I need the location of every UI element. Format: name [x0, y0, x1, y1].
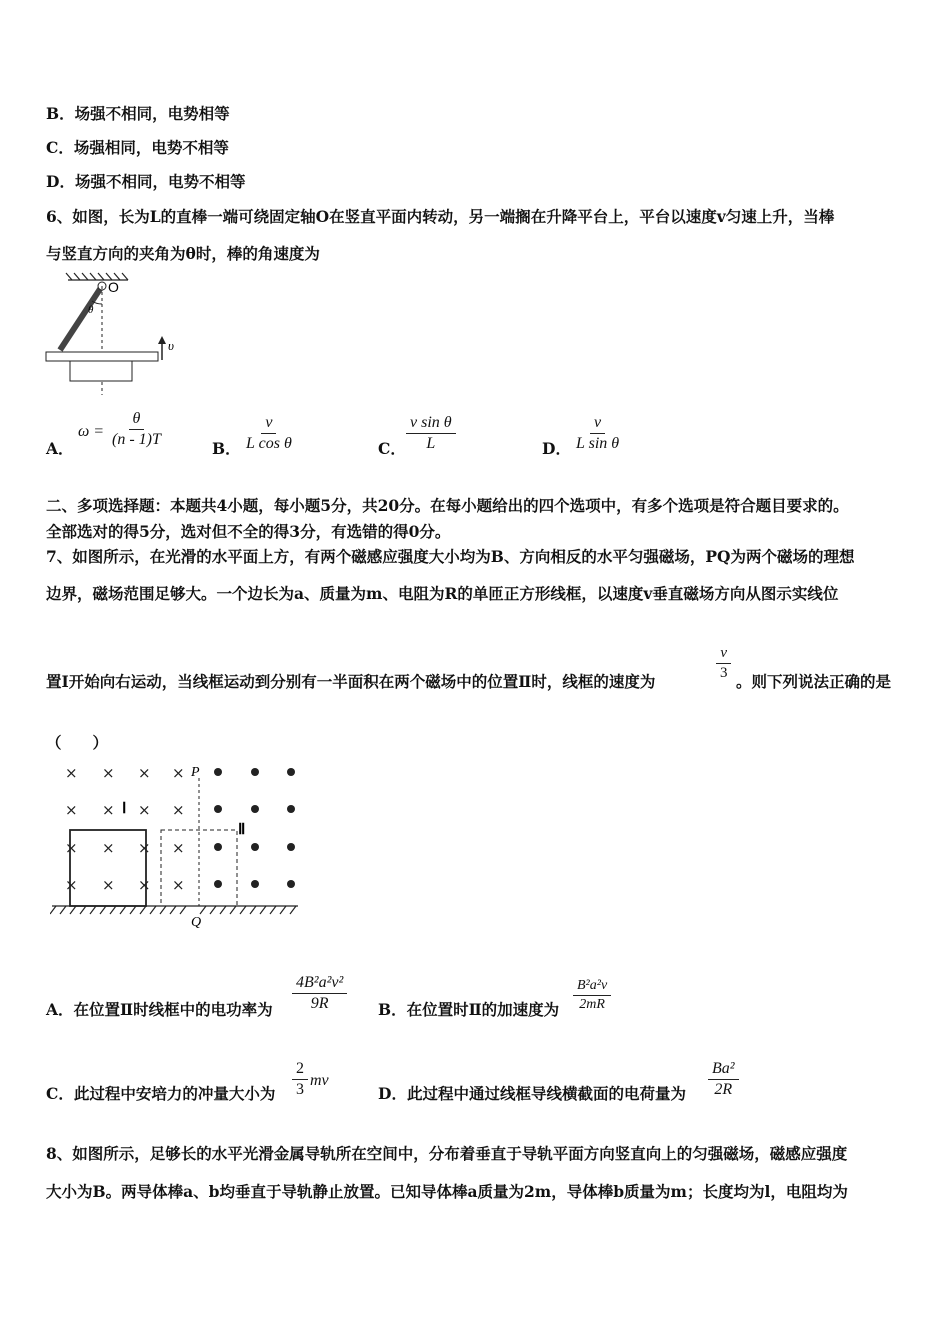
q7-stem-line3: 置Ⅰ开始向右运动，当线框运动到分别有一半面积在两个磁场中的位置Ⅱ时，线框的速度为 [46, 672, 656, 691]
svg-text:×: × [172, 764, 185, 782]
ground-hatch [50, 906, 298, 914]
q6-rod-figure [44, 270, 194, 400]
q7-option-c-text: C．此过程中安培力的冲量大小为 [46, 1084, 276, 1103]
svg-text:×: × [65, 876, 78, 894]
q7-c-num: 2 [292, 1060, 308, 1080]
label-position-1: Ⅰ [122, 801, 127, 817]
velocity-label: υ [168, 338, 174, 353]
q5-option-c: C．场强相同，电势不相等 [46, 138, 229, 157]
q5-option-d: D．场强不相同，电势不相等 [46, 172, 246, 191]
q6-a-num: θ [129, 410, 145, 430]
q6-option-a-lhs: ω = [78, 423, 105, 440]
svg-text:×: × [102, 801, 115, 819]
q7-stem-line3-tail: 。则下列说法正确的是 [736, 672, 892, 691]
q7-b-num: B²a²v [573, 978, 611, 996]
q5-option-b: B．场强不相同，电势相等 [46, 104, 230, 123]
q7-a-num: 4B²a²v² [292, 974, 347, 994]
q6-stem-line1: 6、如图，长为L的直棒一端可绕固定轴O在竖直平面内转动，另一端搁在升降平台上，平台以速度v匀速上升，当棒 [46, 207, 835, 226]
q6-option-c-label: C． [378, 439, 406, 458]
q6-option-d-label: D． [542, 439, 571, 458]
q6-c-num: v sin θ [406, 414, 456, 434]
q7-c-den: 3 [296, 1081, 304, 1098]
svg-text:×: × [65, 764, 78, 782]
q7-stem-line1: 7、如图所示，在光滑的水平面上方，有两个磁感应强度大小均为B、方向相反的水平匀强磁场，PQ为两个磁场的理想 [46, 547, 855, 566]
dot-field [214, 768, 295, 888]
q7-option-a-text: A．在位置Ⅱ时线框中的电功率为 [46, 1000, 273, 1019]
platform [46, 352, 158, 361]
q6-option-d-fraction [572, 414, 623, 453]
q7-option-c-tail: mv [310, 1072, 329, 1089]
q6-d-den: L sin θ [576, 435, 620, 452]
svg-text:×: × [65, 801, 78, 819]
section2-heading-line1: 二、多项选择题：本题共4小题，每小题5分，共20分。在每小题给出的四个选项中，有多个选项是符合题目要求的。 [46, 496, 849, 515]
q6-b-den: L cos θ [246, 435, 292, 452]
angle-label: θ [88, 304, 94, 316]
svg-text:×: × [172, 876, 185, 894]
platform-base [70, 361, 132, 381]
q7-magnetic-field-figure [50, 758, 310, 938]
q6-option-a-fraction [108, 410, 165, 449]
q7-option-d-fraction [708, 1060, 739, 1099]
q6-option-c-fraction [406, 414, 456, 453]
q6-option-a-label: A． [46, 439, 74, 458]
q6-d-num: v [590, 414, 605, 434]
svg-text:×: × [65, 839, 78, 857]
q7-option-c-fraction [292, 1060, 308, 1099]
q6-option-b-label: B． [212, 439, 241, 458]
label-p: P [191, 765, 200, 780]
q6-c-den: L [426, 435, 436, 452]
q7-option-b-fraction [573, 978, 611, 1013]
q7-speed-den: 3 [720, 665, 728, 681]
q7-d-num: Ba² [708, 1060, 739, 1080]
rod [60, 286, 102, 350]
section2-heading-line2: 全部选对的得5分，选对但不全的得3分，有选错的得0分。 [46, 522, 451, 541]
q6-a-den: (n - 1)T [112, 431, 161, 448]
svg-text:×: × [102, 764, 115, 782]
svg-text:×: × [138, 876, 151, 894]
cross-field [65, 764, 185, 894]
svg-text:×: × [172, 839, 185, 857]
q7-d-den: 2R [714, 1081, 733, 1098]
svg-text:×: × [102, 839, 115, 857]
q7-a-den: 9R [310, 995, 329, 1012]
svg-text:×: × [138, 801, 151, 819]
q7-speed-fraction [716, 645, 732, 682]
q6-b-num: v [261, 414, 276, 434]
q7-option-b-text: B．在位置时Ⅱ的加速度为 [378, 1000, 560, 1019]
svg-text:×: × [102, 876, 115, 894]
q7-option-a-fraction [292, 974, 347, 1013]
q7-option-d-text: D．此过程中通过线框导线横截面的电荷量为 [378, 1084, 686, 1103]
q7-answer-bracket: （ ） [46, 733, 109, 752]
q8-stem-line2: 大小为B。两导体棒a、b均垂直于导轨静止放置。已知导体棒a质量为2m，导体棒b质量为m；长度均为l，电阻均为 [46, 1182, 848, 1201]
q6-stem-line2: 与竖直方向的夹角为θ时，棒的角速度为 [46, 244, 320, 263]
label-q: Q [191, 915, 202, 930]
axis-label: O [108, 279, 119, 295]
svg-text:×: × [138, 764, 151, 782]
svg-text:×: × [138, 839, 151, 857]
q7-speed-num: v [716, 645, 731, 664]
label-position-2: Ⅱ [238, 822, 246, 838]
q8-stem-line1: 8、如图所示，足够长的水平光滑金属导轨所在空间中，分布着垂直于导轨平面方向竖直向上的匀强磁场，磁感应强度 [46, 1144, 848, 1163]
q6-option-b-fraction [242, 414, 296, 453]
svg-text:×: × [172, 801, 185, 819]
q7-stem-line2: 边界，磁场范围足够大。一个边长为a、质量为m、电阻为R的单匝正方形线框，以速度v垂直磁场方向从图示实线位 [46, 584, 839, 603]
q7-b-den: 2mR [579, 997, 605, 1012]
